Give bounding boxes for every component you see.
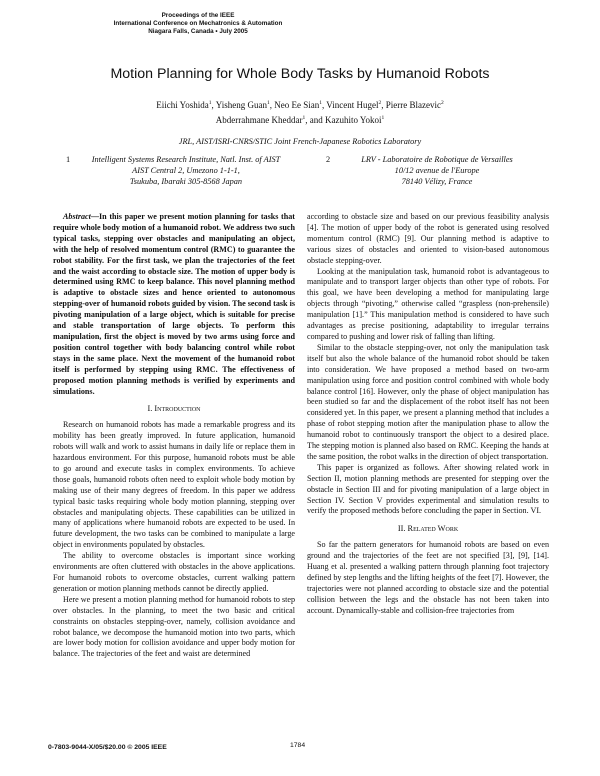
author: Pierre Blazevic$^2$ xyxy=(385,100,444,110)
author: Kazuhito Yokoi$^1$ xyxy=(324,115,385,125)
paragraph: The ability to overcome obstacles is important since working environments are often cluttered with obstacles in the above applications. For humanoid robots to overcome obstacles, current walking pattern generation or motion planning methods cannot be directly applied. xyxy=(53,551,295,593)
paragraph: Here we present a motion planning method for humanoid robots to step over obstacles. In the planning, to meet the two basic and critical constraints on obstacles stepping-over, namely, collision avoidance and robot balance, we decompose the humanoid motion into two parts, which are lower body motion for collision avoidance and upper body motion for balance. The trajectories of the feet and waist are determined xyxy=(53,594,295,659)
paper-title: Motion Planning for Whole Body Tasks by Humanoid Robots xyxy=(110,66,490,82)
author-line-2 xyxy=(70,112,530,127)
proceedings-name: Proceedings of the IEEE xyxy=(161,12,235,19)
affiliation-line: 10/12 avenue de l'Europe xyxy=(394,166,480,175)
author: Abderrahmane Kheddar$^1$, and xyxy=(215,115,325,125)
affiliation-2 xyxy=(326,154,536,187)
copyright-notice: 0-7803-9044-X/05/$20.00 © 2005 IEEE xyxy=(48,744,167,751)
abstract xyxy=(53,212,295,397)
author: Neo Ee Sian$^1$, xyxy=(274,100,327,110)
abstract-text: —In this paper we present motion planning for tasks that require whole body motion of a humanoid robot. We address two such typical tasks, stepping over obstacles and manipulating an object, with the help of resolved momentum control (RMC) to guarantee the robot stability. For the first task, we plan the trajectories of the feet and the waist according to obstacle size. The motion of upper body is determined using RMC to keep balance. This novel planning method is adaptive to obstacle sizes and hence oriented to autonomous stepping-over of humanoid robots guided by vision. The second task is pivoting manipulation of a large object, which is suitable for precise and stable transportation of large objects. To perform this manipulation, first the object is moved by two arms using force and position control together with body balancing control while robot stays in the same place. Next the movement of the humanoid robot itself is performed by stepping using RMC. The effectiveness of proposed motion planning methods is verified by experiments and simulations. xyxy=(53,212,295,396)
author-list xyxy=(70,97,530,127)
paragraph: Research on humanoid robots has made a remarkable progress and its mobility has been greatly improved. In future application, humanoid robots will walk and work to assist humans in daily life or replace them in hazardous environment. For this purpose, humanoid robots must be able to go around and execute tasks in complex environments. To achieve those goals, humanoid robots often need to exploit whole body motion by making use of their many degrees of freedom. In this paper we address typical basic tasks requiring whole body motion planning, stepping over obstacles and manipulating objects. These capabilities can be utilized in many of applications where humanoid robots are expected to be used. In future development, the two tasks can be combined to manipulate a large object in environments populated by obstacles. xyxy=(53,420,295,550)
affiliation-line: 78140 Vélizy, France xyxy=(401,177,473,186)
affiliation-line: AIST Central 2, Umezono 1-1-1, xyxy=(132,166,240,175)
affiliation-number: 1 xyxy=(66,155,71,164)
affiliation-line: Tsukuba, Ibaraki 305-8568 Japan xyxy=(129,177,243,186)
affiliation-number: 2 xyxy=(326,155,331,164)
conference-name: International Conference on Mechatronics & Automation xyxy=(113,20,283,27)
conference-location: Niagara Falls, Canada • July 2005 xyxy=(148,28,248,35)
paragraph: So far the pattern generators for humanoid robots are based on even ground and the trajectories of the feet are not specified [3], [9], [14]. Huang et al. presented a walking pattern through planning foot trajectory defined by step lengths and the lifting heights of the feet [7]. However, the trajectories were not planned according to obstacle size and the potential collision between the legs and the obstacle has not been taken into account. Dynamically-stable and collision-free trajectories from xyxy=(307,540,549,615)
author: Yisheng Guan$^1$, xyxy=(215,100,275,110)
author: Eiichi Yoshida$^1$, xyxy=(156,100,216,110)
left-column xyxy=(53,212,295,660)
affiliation-1 xyxy=(66,154,296,187)
section-heading-introduction: I. Introduction xyxy=(147,404,201,414)
paragraph: Looking at the manipulation task, humanoid robot is advantageous to manipulate and to transport larger objects than other type of robots. For this goal, we have been developing a method for manipulating large objects through “pivoting,” otherwise called “graspless (non-prehensile) manipulation [1].” This manipulation method is considered to have such advantages as precise positioning, adaptability to irregular terrains compared to pushing and lower risk of falling than lifting. xyxy=(307,266,549,341)
abstract-label: Abstract xyxy=(63,212,91,221)
paragraph: according to obstacle size and based on our previous feasibility analysis [4]. The motion of upper body of the robot is generated using resolved momentum control (RMC) [9]. Our planning method is adaptive to various sizes of obstacles and oriented to vision-based autonomous obstacle stepping-over. xyxy=(307,212,549,265)
paragraph: Similar to the obstacle stepping-over, not only the manipulation task itself but also the whole balance of the humanoid robot should be taken into consideration. We have proposed a method based on two-arm manipulation using force and position control combined with whole body balance control [16]. However, only the phase of object manipulation has been studied so far and the displacement of the robot itself has not been considered yet. In this paper, we present a planning method that includes a phase of robot stepping motion after the manipulation phase to allow the humanoid robot to continuously transport the object to a desired place. The stepping motion is planned also based on RMC. Keeping the hands at the same position, the robot walks in the direction of object transportation. xyxy=(307,342,549,461)
section-heading-related-work: II. Related Work xyxy=(397,524,459,534)
right-column xyxy=(307,212,549,617)
proceedings-header xyxy=(88,12,308,36)
paragraph: This paper is organized as follows. After showing related work in Section II, motion planning methods are presented for stepping over the obstacle in Section III and for pivoting manipulation of a large object in Section IV. Section V provides experimental and simulation results to verify the proposed methods before concluding the paper in Section. VI. xyxy=(307,462,549,516)
author: Vincent Hugel$^2$, xyxy=(326,100,386,110)
lab-name: JRL, AIST/ISRI-CNRS/STIC Joint French-Japanese Robotics Laboratory xyxy=(178,137,422,146)
author-line-1 xyxy=(70,97,530,112)
affiliation-line: Intelligent Systems Research Institute, Natl. Inst. of AIST xyxy=(91,155,281,164)
affiliation-line: LRV - Laboratoire de Robotique de Versailles xyxy=(361,155,513,164)
page-number: 1784 xyxy=(290,742,306,749)
